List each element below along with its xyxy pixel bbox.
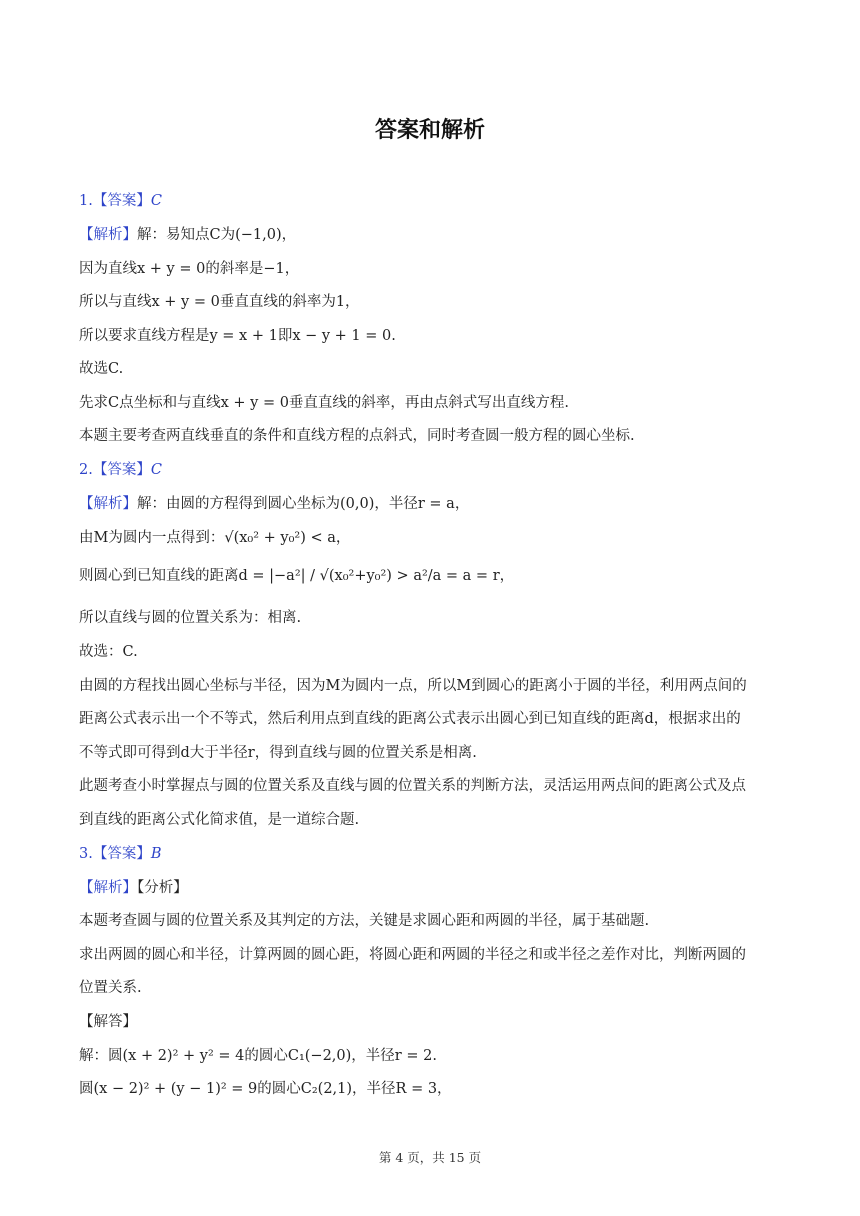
text-line — [79, 776, 746, 796]
text-span: 本题考查圆与圆的位置关系及其判定的方法，关键是求圆心距和两圆的半径，属于基础题. — [79, 913, 650, 929]
text-line — [79, 528, 350, 548]
text-line — [79, 844, 162, 864]
text-span: 位置关系. — [79, 980, 142, 996]
text-line — [79, 494, 469, 514]
text-span: 故选：C. — [79, 644, 138, 660]
text-span: 【解析】 — [79, 227, 137, 243]
text-span: 到直线的距离公式化简求值，是一道综合题. — [79, 812, 360, 828]
text-span: 距离公式表示出一个不等式，然后利用点到直线的距离公式表示出圆心到已知直线的距离d，根据求出的 — [79, 711, 741, 727]
page-title: 答案和解析 — [374, 118, 485, 143]
text-line — [79, 608, 301, 628]
text-span: 【解析】 — [79, 880, 137, 896]
text-line — [79, 978, 142, 998]
text-span: 因为直线x + y = 0的斜率是−1， — [79, 261, 300, 277]
text-span: 则圆心到已知直线的距离d = |−a²| / √(x₀²+y₀²) > a²/a = a = r， — [79, 568, 515, 584]
text-line — [79, 225, 296, 245]
text-line — [79, 878, 188, 898]
text-line — [79, 191, 162, 211]
text-line — [79, 911, 649, 931]
text-span: 故选C. — [79, 361, 124, 377]
text-span: 解：圆(x + 2)² + y² = 4的圆心C₁(−2,0)，半径r = 2. — [79, 1048, 437, 1064]
text-line — [79, 1046, 437, 1066]
text-line — [79, 676, 747, 696]
text-line — [79, 359, 123, 379]
text-span: 所以与直线x + y = 0垂直直线的斜率为1， — [79, 294, 360, 310]
text-span: 解：易知点C为(−1,0)， — [137, 227, 297, 243]
text-line — [79, 945, 746, 965]
text-span: 【解答】 — [79, 1014, 137, 1030]
text-line — [79, 642, 138, 662]
text-span: 3.【答案】 — [79, 846, 151, 862]
text-line — [79, 1012, 137, 1032]
text-span: 由M为圆内一点得到：√(x₀² + y₀²) < a， — [79, 530, 351, 546]
text-span: 所以直线与圆的位置关系为：相离. — [79, 610, 302, 626]
text-span: 2.【答案】 — [79, 462, 151, 478]
text-line — [79, 292, 360, 312]
text-line — [79, 460, 162, 480]
text-span: C — [150, 193, 162, 209]
page-footer: 第 4 页，共 15 页 — [378, 1150, 482, 1165]
text-line — [79, 566, 514, 586]
text-span: 求出两圆的圆心和半径，计算两圆的圆心距，将圆心距和两圆的半径之和或半径之差作对比，判断两圆的 — [79, 947, 746, 963]
text-span: 解：由圆的方程得到圆心坐标为(0,0)，半径r = a， — [137, 496, 470, 512]
text-span: 【解析】 — [79, 496, 137, 512]
text-span: 此题考查小时掌握点与圆的位置关系及直线与圆的位置关系的判断方法，灵活运用两点间的距离公式及点 — [79, 778, 746, 794]
text-span: 先求C点坐标和与直线x + y = 0垂直直线的斜率，再由点斜式写出直线方程. — [79, 395, 570, 411]
text-line — [79, 426, 635, 446]
text-line — [79, 259, 299, 279]
text-line — [79, 326, 396, 346]
text-span: 所以要求直线方程是y = x + 1即x − y + 1 = 0. — [79, 328, 396, 344]
text-span: B — [150, 846, 162, 862]
text-span: 圆(x − 2)² + (y − 1)² = 9的圆心C₂(2,1)，半径R = 3， — [79, 1081, 452, 1097]
text-span: 不等式即可得到d大于半径r，得到直线与圆的位置关系是相离. — [79, 745, 477, 761]
text-span: 由圆的方程找出圆心坐标与半径，因为M为圆内一点，所以M到圆心的距离小于圆的半径，利用两点间的 — [79, 678, 747, 694]
text-line — [79, 743, 477, 763]
text-span: 1.【答案】 — [79, 193, 151, 209]
text-line — [79, 393, 569, 413]
text-span: 本题主要考查两直线垂直的条件和直线方程的点斜式，同时考查圆一般方程的圆心坐标. — [79, 428, 635, 444]
text-line — [79, 709, 741, 729]
text-span: 【分析】 — [137, 880, 188, 896]
text-line — [79, 1079, 452, 1099]
text-line — [79, 810, 359, 830]
text-span: C — [150, 462, 162, 478]
